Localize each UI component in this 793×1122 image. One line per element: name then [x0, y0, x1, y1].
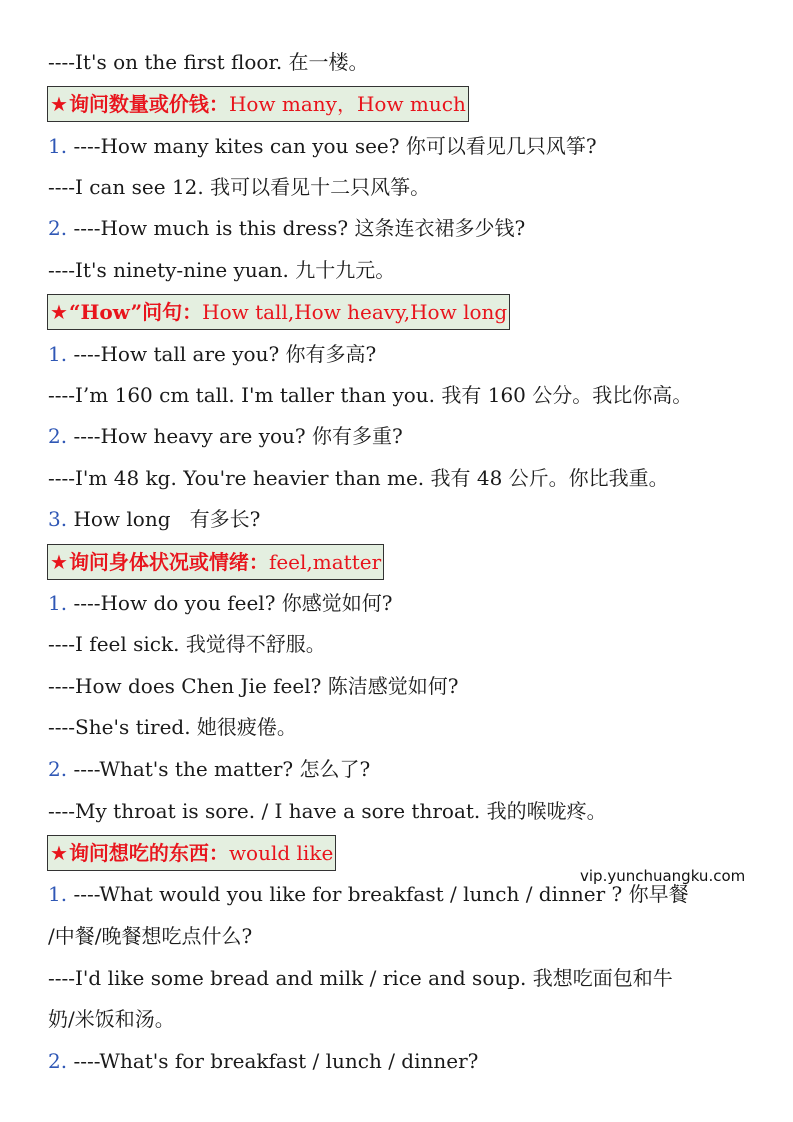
text-line: 2. ----What's for breakfast / lunch / dinner?: [48, 1049, 479, 1073]
item-number: 1.: [48, 134, 68, 158]
star-icon: ★: [50, 841, 68, 865]
item-number: 1.: [48, 342, 68, 366]
text-line: 1. ----What would you like for breakfast / lunch / dinner ? 你早餐: [48, 882, 689, 906]
text-line: ----I’m 160 cm tall. I'm taller than you. 我有 160 公分。我比你高。: [48, 383, 693, 407]
section-title-cjk: 询问想吃的东西：: [68, 841, 229, 865]
text-line: ----It's on the first floor. 在一楼。: [48, 50, 369, 74]
item-number: 1.: [48, 882, 68, 906]
text-line: ----She's tired. 她很疲倦。: [48, 715, 297, 739]
section-title-latin: How tall,How heavy,How long: [202, 300, 508, 324]
star-icon: ★: [50, 550, 68, 574]
section-header: [47, 86, 469, 122]
text-line: 1. ----How do you feel? 你感觉如何?: [48, 591, 393, 615]
item-number: 2.: [48, 216, 68, 240]
item-number: 3.: [48, 507, 68, 531]
item-number: 2.: [48, 424, 68, 448]
text-line: 2. ----What's the matter? 怎么了?: [48, 757, 371, 781]
text-line: 2. ----How heavy are you? 你有多重?: [48, 424, 403, 448]
text-line: 1. ----How many kites can you see? 你可以看见几只风筝?: [48, 134, 597, 158]
section-header: [47, 544, 384, 580]
section-title-cjk: 询问身体状况或情绪：: [68, 550, 269, 574]
text-line: ----My throat is sore. / I have a sore throat. 我的喉咙疼。: [48, 799, 607, 823]
text-line: ----I feel sick. 我觉得不舒服。: [48, 632, 326, 656]
text-line: ----How does Chen Jie feel? 陈洁感觉如何?: [48, 674, 459, 698]
star-icon: ★: [50, 92, 68, 116]
section-title-cjk: 询问数量或价钱：: [68, 92, 229, 116]
text-line: 2. ----How much is this dress? 这条连衣裙多少钱?: [48, 216, 526, 240]
section-header: [47, 294, 510, 330]
text-line: /中餐/晚餐想吃点什么?: [48, 924, 253, 948]
section-title-latin: feel,matter: [268, 550, 382, 574]
watermark: vip.yunchuangku.com: [580, 867, 746, 885]
text-line: ----I'm 48 kg. You're heavier than me. 我有 48 公斤。你比我重。: [48, 466, 669, 490]
section-title-latin: would like: [228, 841, 334, 865]
item-number: 1.: [48, 591, 68, 615]
text-line: 1. ----How tall are you? 你有多高?: [48, 342, 377, 366]
text-line: ----It's ninety-nine yuan. 九十九元。: [48, 258, 396, 282]
item-number: 2.: [48, 1049, 68, 1073]
text-line: ----I'd like some bread and milk / rice and soup. 我想吃面包和牛: [48, 966, 673, 990]
section-header: [47, 835, 336, 871]
item-number: 2.: [48, 757, 68, 781]
text-line: 3. How long 有多长?: [48, 507, 261, 531]
star-icon: ★: [50, 300, 68, 324]
text-line: 奶/米饭和汤。: [48, 1007, 175, 1031]
section-title-cjk: “How”问句：: [68, 300, 203, 324]
section-title-latin: How many，How much: [228, 92, 466, 116]
text-line: ----I can see 12. 我可以看见十二只风筝。: [48, 175, 431, 199]
